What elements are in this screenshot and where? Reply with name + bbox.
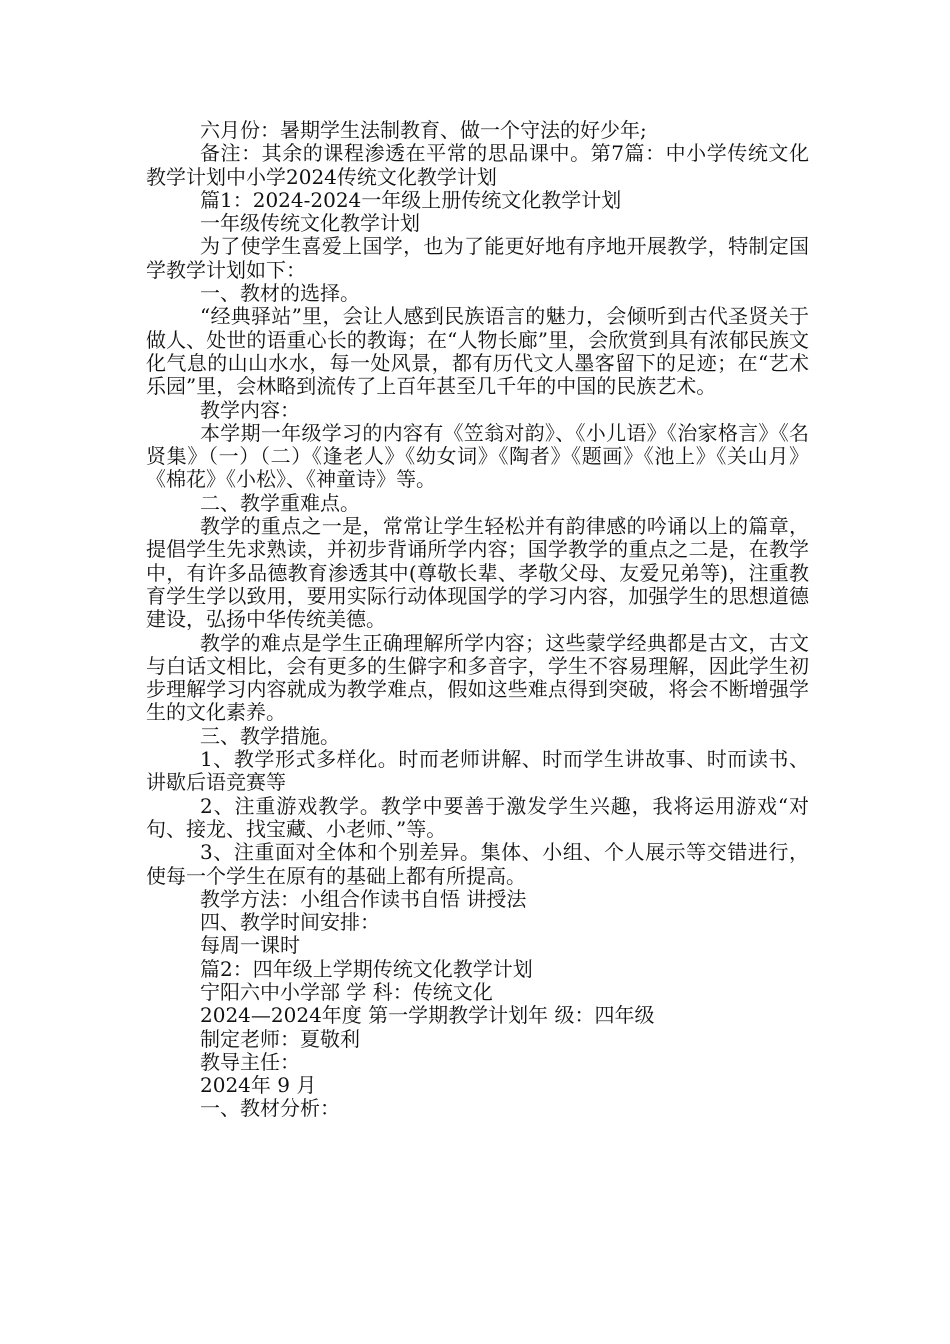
paragraph: 一、教材分析： (200, 1096, 340, 1121)
paragraph: 3、注重面对全体和个别差异。集体、小组、个人展示等交错进行，使每一个学生在原有的基础上都有所提高。 (146, 840, 809, 888)
paragraph: 为了使学生喜爱上国学，也为了能更好地有序地开展教学，特制定国学教学计划如下： (146, 234, 809, 282)
paragraph: 教学的难点是学生正确理解所学内容；这些蒙学经典都是古文，古文与白话文相比，会有更多的生僻字和多音字，学生不容易理解，因此学生初步理解学习内容就成为教学难点，假如这些难点得到突破，将会不断增强学生的文化素养。 (146, 630, 809, 725)
paragraph: 教学内容： (200, 397, 300, 422)
paragraph: 四、教学时间安排： (200, 910, 380, 935)
paragraph: 一年级传统文化教学计划 (200, 211, 420, 236)
paragraph: 教学方法：小组合作读书自悟 讲授法 (200, 886, 527, 911)
paragraph: 教学的重点之一是，常常让学生轻松并有韵律感的吟诵以上的篇章，提倡学生先求熟读，并初步背诵所学内容；国学教学的重点之二是，在教学中，有许多品德教育渗透其中(尊敬长辈、孝敬父母、友爱兄弟等)，注重教育学生学以致用，要用实际行动体现国学的学习内容，加强学生的思想道德建设，弘扬中华传统美德。 (146, 514, 809, 632)
paragraph: 2024—2024年度 第一学期教学计划年 级：四年级 (200, 1003, 655, 1028)
document-body (146, 119, 809, 1121)
paragraph: 2、注重游戏教学。教学中要善于激发学生兴趣，我将运用游戏“对句、接龙、找宝藏、小老师、”等。 (146, 793, 809, 841)
paragraph: “经典驿站”里，会让人感到民族语言的魅力，会倾听到古代圣贤关于做人、处世的语重心长的教诲；在“人物长廊”里，会欣赏到具有浓郁民族文化气息的山山水水，每一处风景，都有历代文人墨客留下的足迹；在“艺术乐园”里，会林略到流传了上百年甚至几千年的中国的民族艺术。 (146, 304, 809, 399)
paragraph: 宁阳六中小学部 学 科：传统文化 (200, 979, 493, 1004)
paragraph: 每周一课时 (200, 933, 300, 958)
paragraph: 一、教材的选择。 (200, 281, 360, 306)
paragraph: 本学期一年级学习的内容有《笠翁对韵》、《小儿语》《治家格言》《名贤集》（一）（二）《逢老人》《幼女词》《陶者》《题画》《池上》《关山月》《棉花》《小松》、《神童诗》等。 (146, 420, 809, 492)
paragraph: 备注：其余的课程渗透在平常的思品课中。第7篇：中小学传统文化教学计划中小学2024传统文化教学计划 (146, 141, 809, 189)
paragraph: 三、教学措施。 (200, 723, 340, 748)
paragraph: 制定老师：夏敬利 (200, 1026, 360, 1051)
paragraph: 二、教学重难点。 (200, 490, 360, 515)
paragraph: 教导主任： (200, 1049, 300, 1074)
paragraph: 篇2：四年级上学期传统文化教学计划 (200, 956, 533, 981)
paragraph: 2024年 9 月 (200, 1073, 317, 1098)
paragraph: 篇1：2024-2024一年级上册传统文化教学计划 (200, 187, 622, 212)
paragraph: 六月份：暑期学生法制教育、做一个守法的好少年; (200, 118, 647, 142)
paragraph: 1、教学形式多样化。时而老师讲解、时而学生讲故事、时而读书、讲歇后语竞赛等 (146, 747, 809, 795)
